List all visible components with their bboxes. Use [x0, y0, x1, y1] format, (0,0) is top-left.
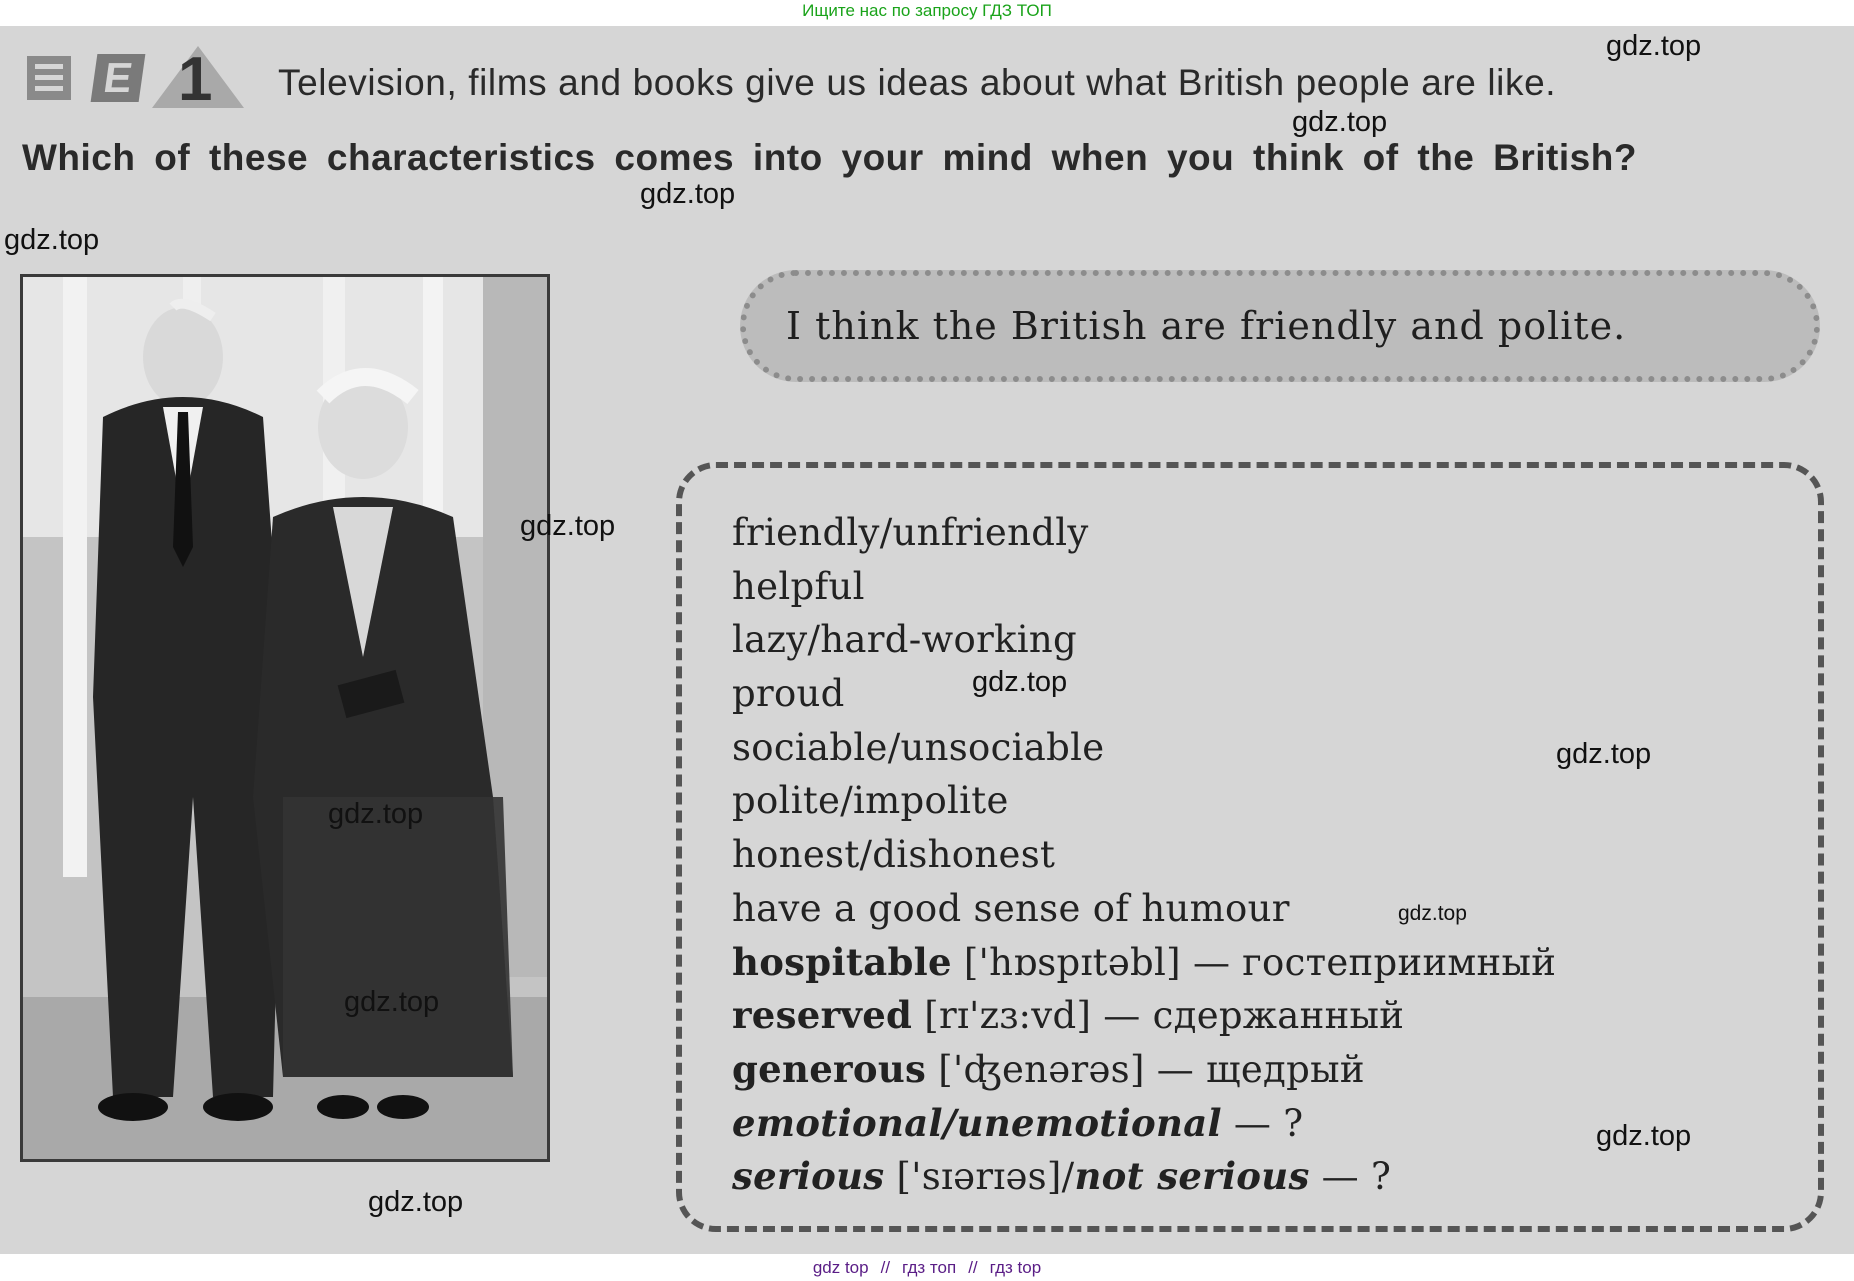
vocabulary-word: honest/dishonest [732, 833, 1056, 877]
exercise-intro: Television, films and books give us ideas about what British people are like. [278, 62, 1557, 103]
vocabulary-word: generous [732, 1046, 927, 1091]
watermark: gdz.top [328, 798, 424, 830]
watermark: gdz.top [1596, 1120, 1692, 1152]
bottom-banner-separator: // [968, 1258, 978, 1277]
watermark: gdz.top [344, 986, 440, 1018]
vocabulary-item [732, 721, 1556, 775]
vocabulary-item [732, 1150, 1556, 1204]
watermark: gdz.top [1398, 902, 1467, 925]
vocabulary-word: have a good sense of humour [732, 886, 1290, 930]
vocabulary-list [732, 506, 1556, 1204]
watermark: gdz.top [1556, 738, 1652, 770]
speech-bubble [740, 270, 1820, 382]
vocabulary-item [732, 989, 1556, 1043]
vocabulary-item [732, 560, 1556, 614]
vocabulary-word: hospitable [732, 939, 952, 984]
vocabulary-item [732, 613, 1556, 667]
bottom-banner-link[interactable]: гдз топ [902, 1258, 957, 1277]
exercise-question: Which of these characteristics comes into your mind when you think of the British? [22, 137, 1637, 178]
vocabulary-translation: ['ʤenərəs] — щедрый [926, 1047, 1365, 1091]
vocabulary-word: serious [732, 1154, 885, 1199]
watermark: gdz.top [640, 178, 736, 210]
bottom-banner-link[interactable]: гдз top [989, 1258, 1042, 1277]
speech-bubble-text: I think the British are friendly and polite. [786, 304, 1627, 348]
vocabulary-word: proud [732, 672, 845, 716]
watermark: gdz.top [368, 1186, 464, 1218]
bottom-banner[interactable] [0, 1254, 1854, 1281]
couple-illustration [23, 277, 547, 1159]
vocabulary-translation: ['sɪərɪəs]/ [884, 1155, 1075, 1199]
bottom-banner-separator: // [880, 1258, 891, 1277]
watermark: gdz.top [4, 224, 100, 256]
vocabulary-item [732, 774, 1556, 828]
vocabulary-word: not serious [1074, 1154, 1310, 1199]
bottom-banner-link[interactable]: gdz top [812, 1258, 869, 1277]
vocabulary-word: lazy/hard-working [732, 618, 1078, 662]
vocabulary-translation: — ? [1221, 1101, 1304, 1145]
vocabulary-translation: — ? [1309, 1155, 1392, 1199]
watermark: gdz.top [972, 666, 1068, 698]
vocabulary-item [732, 1043, 1556, 1097]
vocabulary-word: helpful [732, 564, 865, 608]
exercise-e-icon: E [91, 54, 146, 102]
vocabulary-translation: ['hɒspɪtəbl] — гостеприимный [951, 940, 1557, 984]
vocabulary-word: polite/impolite [732, 779, 1009, 823]
vocabulary-item [732, 936, 1556, 990]
vocabulary-word: sociable/unsociable [732, 725, 1105, 769]
vocabulary-word: emotional/unemotional [732, 1100, 1222, 1145]
list-icon [27, 56, 71, 100]
vocabulary-item [732, 1097, 1556, 1151]
vocabulary-item [732, 667, 1556, 721]
vocabulary-word: reserved [732, 993, 913, 1038]
watermark: gdz.top [1292, 106, 1388, 138]
vocabulary-translation: [rɪ'zɜ:vd] — сдержанный [912, 994, 1405, 1038]
vocabulary-item [732, 828, 1556, 882]
vocabulary-item [732, 506, 1556, 560]
textbook-page [0, 26, 1854, 1254]
vocabulary-word: friendly/unfriendly [732, 511, 1089, 554]
top-banner[interactable]: Ищите нас по запросу ГДЗ ТОП [802, 1, 1052, 20]
elderly-couple-photo [20, 274, 550, 1162]
exercise-number: 1 [178, 45, 213, 114]
watermark: gdz.top [520, 510, 616, 542]
watermark: gdz.top [1606, 30, 1702, 62]
